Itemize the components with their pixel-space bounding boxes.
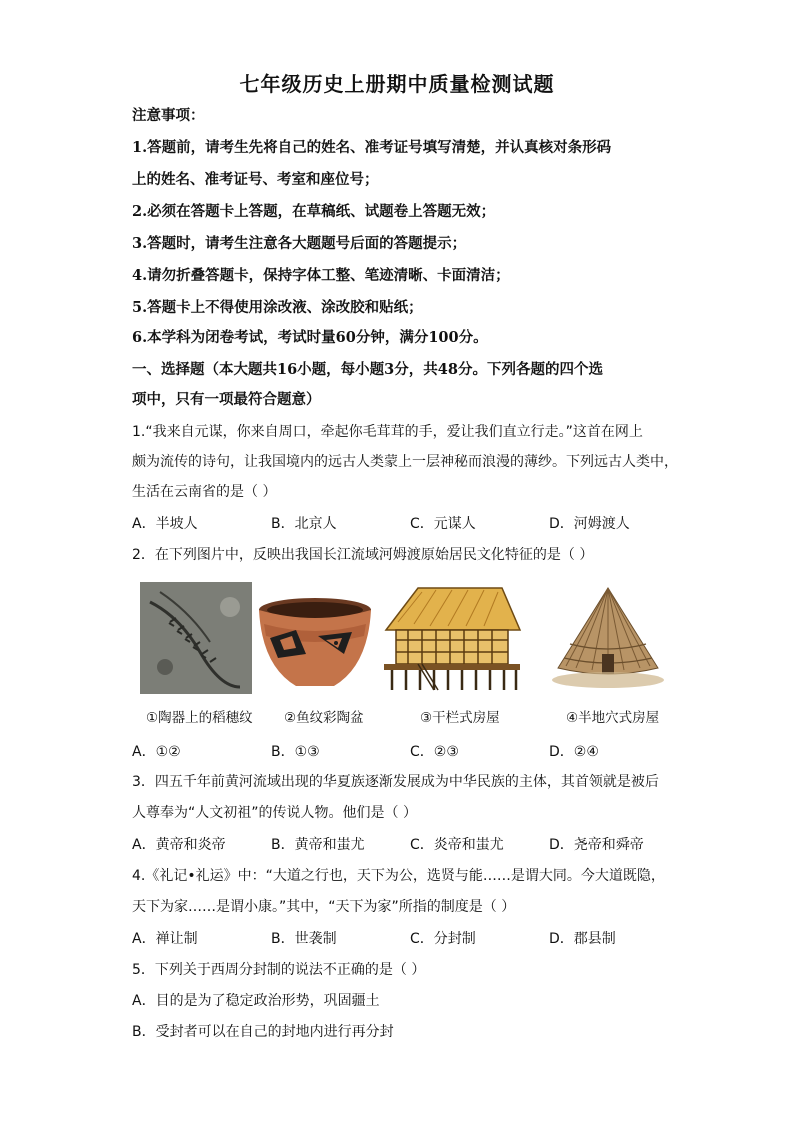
stilt-house-image [378,582,526,694]
question-2-text: 2．在下列图片中，反映出我国长江流域河姆渡原始居民文化特征的是（ ） [132,547,594,563]
question-2-option-a: A．①② [132,744,181,760]
figure-caption-4: ④半地穴式房屋 [566,710,660,726]
question-1-option-c: C．元谋人 [410,516,476,532]
question-4-option-b: B．世袭制 [271,931,337,947]
question-3-option-b: B．黄帝和蚩尤 [271,837,365,853]
question-1-text: 生活在云南省的是（ ） [132,484,277,500]
question-4-option-c: C．分封制 [410,931,476,947]
question-5-option-b: B．受封者可以在自己的封地内进行再分封 [132,1024,394,1040]
figure-caption-1: ①陶器上的稻穗纹 [146,710,253,726]
question-1-option-d: D．河姆渡人 [549,516,630,532]
notice-item: 2.必须在答题卡上答题，在草稿纸、试题卷上答题无效； [132,203,496,220]
section-heading: 一、选择题（本大题共16小题，每小题3分，共48分。下列各题的四个选 [132,361,603,378]
fish-pattern-basin-image [256,596,374,692]
question-4-text: 天下为家……是谓小康。”其中，“天下为家”所指的制度是（ ） [132,899,516,915]
question-2-option-d: D．②④ [549,744,599,760]
page-title: 七年级历史上册期中质量检测试题 [239,72,555,96]
question-3-text: 人尊奉为“人文初祖”的传说人物。他们是（ ） [132,805,417,821]
question-3-option-a: A．黄帝和炎帝 [132,837,226,853]
question-3-option-d: D．尧帝和舜帝 [549,837,644,853]
question-3-option-c: C．炎帝和蚩尤 [410,837,504,853]
notice-item: 4.请勿折叠答题卡，保持字体工整、笔迹清晰、卡面清洁； [132,267,510,284]
notice-item: 上的姓名、准考证号、考室和座位号； [132,171,379,188]
notice-item: 3.答题时，请考生注意各大题题号后面的答题提示； [132,235,467,252]
question-1-option-b: B．北京人 [271,516,337,532]
figure-caption-3: ③干栏式房屋 [420,710,500,726]
section-heading-cont: 项中，只有一项最符合题意） [132,391,321,408]
notice-item: 5.答题卡上不得使用涂改液、涂改胶和贴纸； [132,299,423,316]
question-5-text: 5．下列关于西周分封制的说法不正确的是（ ） [132,962,426,978]
question-1-option-a: A．半坡人 [132,516,198,532]
semi-subterranean-house-image [548,584,668,694]
question-2-option-c: C．②③ [410,744,459,760]
question-4-option-a: A．禅让制 [132,931,198,947]
question-1-text: 1.“我来自元谋，你来自周口，牵起你毛茸茸的手，爱让我们直立行走。”这首在网上 [132,424,643,440]
notice-heading: 注意事项： [132,107,205,124]
notice-item: 6.本学科为闭卷考试，考试时量60分钟，满分100分。 [132,329,488,346]
question-1-text: 颇为流传的诗句，让我国境内的远古人类蒙上一层神秘而浪漫的薄纱。下列远古人类中， [132,454,678,470]
figure-caption-2: ②鱼纹彩陶盆 [284,710,364,726]
question-4-text: 4.《礼记•礼运》中：“大道之行也，天下为公，选贤与能……是谓大同。今大道既隐， [132,868,665,884]
question-5-option-a: A．目的是为了稳定政治形势，巩固疆土 [132,993,380,1009]
notice-item: 1.答题前，请考生先将自己的姓名、准考证号填写清楚，并认真核对条形码 [132,139,612,156]
question-3-text: 3．四五千年前黄河流域出现的华夏族逐渐发展成为中华民族的主体，其首领就是被后 [132,774,659,790]
question-4-option-d: D．郡县制 [549,931,616,947]
rice-pattern-pottery-image [140,582,252,694]
question-2-option-b: B．①③ [271,744,320,760]
